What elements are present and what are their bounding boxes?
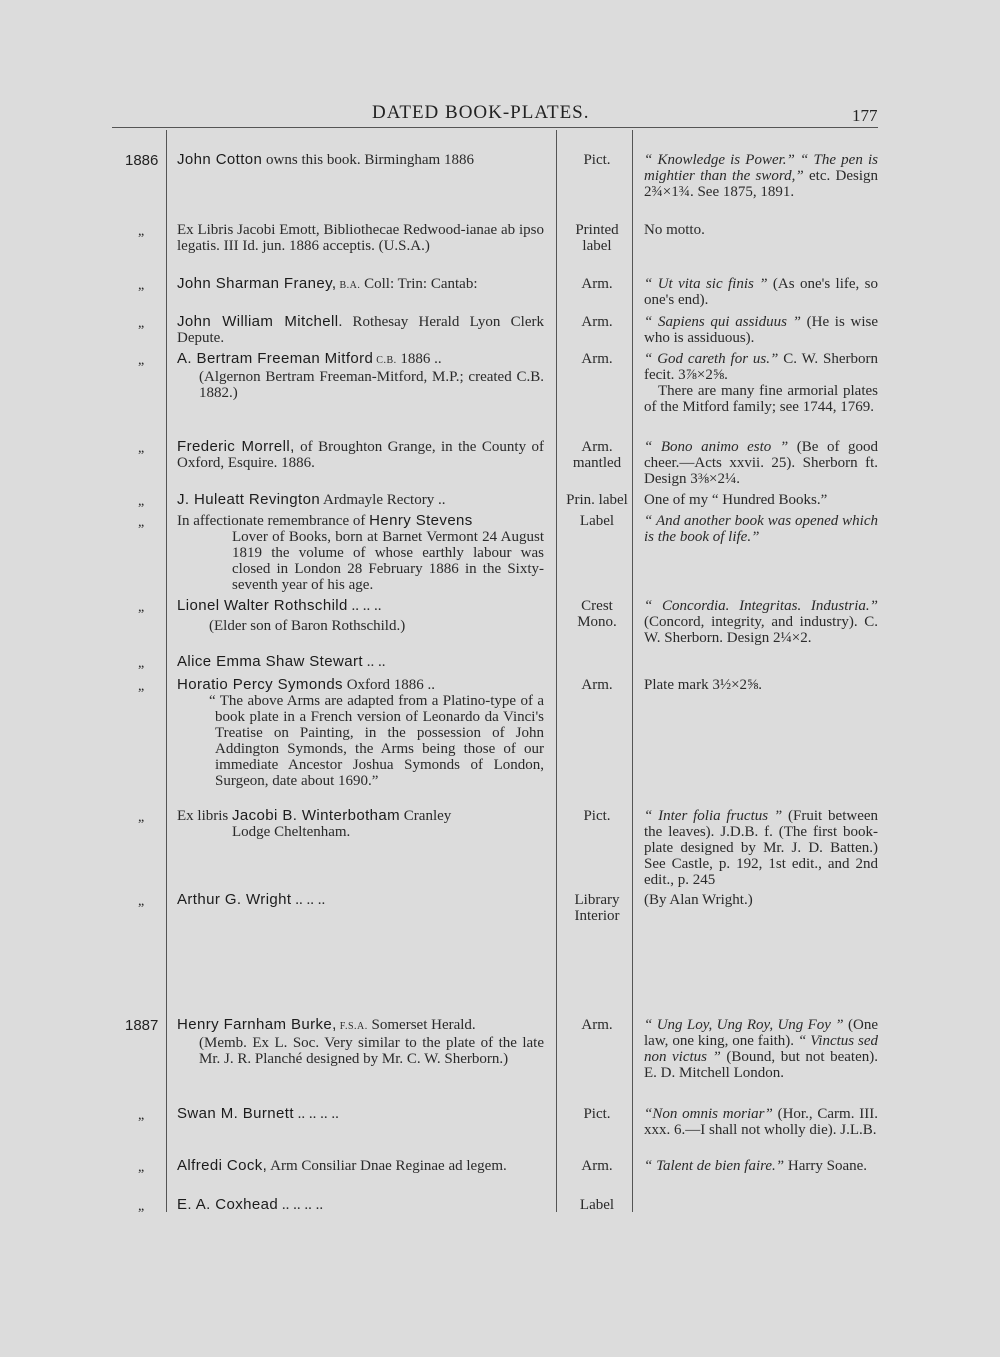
owner-detail: .. .. .. — [347, 598, 382, 614]
style-cell: Arm. — [581, 1158, 613, 1174]
owner-name: John Sharman Franey, — [177, 275, 337, 292]
owner-cell — [177, 276, 544, 294]
motto-note: One of my “ Hundred Books.” — [644, 492, 828, 508]
style-cell: Label — [579, 1197, 615, 1213]
motto-note: C. W. Sherborn fecit. 3⅞×2⅝. — [644, 351, 878, 383]
owner-continuation: (Memb. Ex L. Soc. Very similar to the plate of the late Mr. J. R. Planché designed by Mr. C. W. Sherborn.) — [199, 1035, 544, 1067]
style-cell: Arm. — [581, 351, 613, 367]
motto-cell — [644, 314, 878, 346]
owner-detail: Somerset Herald. — [367, 1017, 476, 1033]
motto-note: (Hor., Carm. III. xxx. 6.—I shall not wholly die). J.L.B. — [644, 1106, 878, 1138]
owner-name: Lionel Walter Rothschild — [177, 597, 348, 614]
motto-text-second: “ Vinctus sed non victus ” — [644, 1033, 879, 1065]
owner-name: Jacobi B. Winterbotham — [232, 807, 401, 824]
owner-name: John William Mitchell — [177, 313, 339, 330]
owner-cell — [177, 1158, 544, 1174]
motto-cell — [644, 492, 878, 508]
motto-note-second: (Bound, but not beaten). E. D. Mitchell London. — [644, 1049, 878, 1081]
style-cell: Crest Mono. — [577, 598, 617, 630]
owner-prefix: In affectionate remembrance of — [177, 513, 370, 529]
year-cell: „ — [138, 515, 145, 530]
motto-note: (He is wise who is assiduous). — [644, 314, 878, 346]
year-cell: „ — [138, 353, 145, 368]
running-header-title: DATED BOOK-PLATES. — [372, 102, 590, 123]
owner-continuation: (Elder son of Baron Rothschild.) — [209, 618, 406, 634]
owner-name: Henry Farnham Burke, — [177, 1016, 337, 1033]
motto-cell — [644, 677, 878, 693]
motto-cell — [644, 513, 878, 545]
year-cell: „ — [138, 1108, 145, 1123]
year-cell: „ — [138, 679, 145, 694]
owner-continuation: Lover of Books, born at Barnet Vermont 24 August 1819 the volume of whose earthly labour was closed in London 28 February 1886 in the Sixty-seventh year of his age. — [232, 529, 544, 593]
owner-cell — [177, 222, 544, 254]
motto-text: “ Knowledge is Power.” “ The pen is mightier than the sword,” — [644, 152, 878, 184]
motto-text: “ Ut vita sic finis ” — [644, 276, 768, 292]
motto-paragraph: There are many fine armorial plates of the Mitford family; see 1744, 1769. — [644, 383, 878, 415]
owner-name: Frederic Morrell, — [177, 438, 295, 455]
owner-name: Horatio Percy Symonds — [177, 676, 343, 693]
motto-text: “ And another book was opened which is the book of life.” — [644, 513, 878, 545]
owner-cell — [177, 1017, 544, 1067]
motto-text: “Non omnis moriar” — [644, 1106, 773, 1122]
owner-cell — [177, 439, 544, 471]
owner-name: Swan M. Burnett — [177, 1105, 294, 1122]
style-cell: Arm. — [581, 1017, 613, 1033]
owner-quote: “ The above Arms are adapted from a Platino-type of a book plate in a French version of Leonardo da Vinci's Treatise on Painting, in the possession of John Addington Symonds, the Arms being those of our immediate Ancestor Joshua Symonds of London, Surgeon, date about 1690.” — [209, 693, 544, 789]
motto-text: “ Talent de bien faire.” — [644, 1158, 785, 1174]
style-cell: Printed label — [575, 222, 619, 254]
owner-degree: C.B. — [373, 355, 397, 366]
owner-detail: of Broughton Grange, in the County of Oxford, Esquire. 1886. — [177, 439, 545, 471]
style-cell: Prin. label — [566, 492, 628, 508]
motto-text: “ God careth for us.” — [644, 351, 779, 367]
motto-note: etc. Design 2¾×1¾. See 1875, 1891. — [644, 168, 878, 200]
owner-detail: owns this book. Birmingham 1886 — [262, 152, 474, 168]
style-cell: Arm. — [581, 677, 613, 693]
year-cell: 1887 — [125, 1017, 159, 1034]
motto-note: (Fruit between the leaves). J.D.B. f. (The first book-plate designed by Mr. J. D. Batten.) See Castle, p. 192, 1st edit., and 2nd edit., p. 245 — [644, 808, 879, 888]
owner-cell — [177, 314, 544, 346]
year-cell: 1886 — [125, 152, 159, 169]
year-cell: „ — [138, 224, 145, 239]
style-cell: Pict. — [583, 808, 611, 824]
motto-cell — [644, 1158, 878, 1174]
year-cell: „ — [138, 1199, 145, 1214]
motto-cell — [644, 892, 878, 908]
owner-detail: Oxford 1886 .. — [342, 677, 436, 693]
owner-continuation: (Algernon Bertram Freeman-Mitford, M.P.; created C.B. 1882.) — [199, 369, 544, 401]
style-cell: Arm. — [581, 314, 613, 330]
style-cell: Pict. — [583, 1106, 611, 1122]
column-divider-style-right — [632, 130, 633, 1212]
owner-detail: .. .. — [362, 654, 386, 670]
owner-name: John Cotton — [177, 151, 263, 168]
header-rule — [112, 127, 878, 128]
year-cell: „ — [138, 494, 145, 509]
owner-cell — [177, 492, 544, 508]
year-cell: „ — [138, 656, 145, 671]
motto-cell — [644, 439, 878, 487]
owner-text: Ex Libris Jacobi Emott, Bibliothecae Redwood-ianae ab ipso legatis. III Id. jun. 1886 acceptis. (U.S.A.) — [177, 222, 544, 254]
owner-cell — [177, 598, 544, 634]
owner-name: Alfredi Cock, — [177, 1157, 268, 1174]
owner-cell — [177, 1197, 544, 1213]
motto-text: “ Ung Loy, Ung Roy, Ung Foy ” — [644, 1017, 844, 1033]
style-cell: Arm. — [581, 276, 613, 292]
owner-cell — [177, 351, 544, 401]
owner-detail: Cranley — [400, 808, 452, 824]
year-cell: „ — [138, 810, 145, 825]
page-number: 177 — [852, 106, 878, 125]
owner-name: A. Bertram Freeman Mitford — [177, 350, 374, 367]
owner-cell — [177, 152, 544, 168]
owner-cell — [177, 892, 544, 908]
owner-degree: F.S.A. — [336, 1021, 368, 1032]
owner-cell — [177, 677, 544, 789]
motto-cell — [644, 1017, 878, 1081]
motto-cell — [644, 276, 878, 308]
owner-prefix: Ex libris — [177, 808, 232, 824]
owner-cell — [177, 654, 544, 670]
column-divider-style-left — [556, 130, 557, 1212]
year-cell: „ — [138, 1160, 145, 1175]
owner-detail: 1886 .. — [396, 351, 442, 367]
year-cell: „ — [138, 278, 145, 293]
owner-name: Alice Emma Shaw Stewart — [177, 653, 363, 670]
motto-cell — [644, 222, 878, 238]
owner-detail: . Rothesay Herald Lyon Clerk Depute. — [177, 314, 544, 346]
owner-detail: .. .. .. .. — [293, 1106, 339, 1122]
owner-detail: Coll: Trin: Cantab: — [360, 276, 478, 292]
motto-note: (By Alan Wright.) — [644, 892, 753, 908]
motto-text: “ Bono animo esto ” — [644, 439, 789, 455]
motto-cell — [644, 808, 878, 888]
motto-cell — [644, 351, 878, 415]
owner-name: Henry Stevens — [369, 512, 473, 529]
style-cell: Arm. mantled — [572, 439, 622, 471]
owner-cell — [177, 513, 544, 593]
motto-note: No motto. — [644, 222, 705, 238]
style-cell: Label — [579, 513, 615, 529]
motto-note: (Be of good cheer.—Acts xxvii. 25). Sherborn ft. Design 3⅜×2¼. — [644, 439, 878, 487]
year-cell: „ — [138, 600, 145, 615]
owner-cell — [177, 808, 544, 840]
motto-cell — [644, 152, 878, 200]
motto-text: “ Sapiens qui assiduus ” — [644, 314, 801, 330]
motto-note: Harry Soane. — [784, 1158, 868, 1174]
owner-name: E. A. Coxhead — [177, 1196, 279, 1213]
motto-note: (As one's life, so one's end). — [644, 276, 878, 308]
owner-name: Arthur G. Wright — [177, 891, 292, 908]
owner-name: J. Huleatt Revington — [177, 491, 321, 508]
year-cell: „ — [138, 894, 145, 909]
motto-note: (Concord, integrity, and industry). C. W. Sherborn. Design 2¼×2. — [644, 614, 878, 646]
motto-cell — [644, 1106, 878, 1138]
owner-continuation: Lodge Cheltenham. — [232, 824, 351, 840]
motto-note: Plate mark 3½×2⅝. — [644, 677, 763, 693]
owner-detail: Arm Consiliar Dnae Reginae ad legem. — [267, 1158, 507, 1174]
owner-degree: B.A. — [336, 280, 361, 291]
owner-detail: .. .. .. .. — [278, 1197, 324, 1213]
year-cell: „ — [138, 441, 145, 456]
style-cell: Pict. — [583, 152, 611, 168]
owner-detail: .. .. .. — [291, 892, 326, 908]
motto-text: “ Concordia. Integritas. Industria.” — [644, 598, 878, 614]
owner-cell — [177, 1106, 544, 1122]
motto-text: “ Inter folia fructus ” — [644, 808, 783, 824]
motto-note: (One law, one king, one faith). — [644, 1017, 878, 1049]
owner-detail: Ardmayle Rectory .. — [320, 492, 446, 508]
style-cell: Library Interior — [574, 892, 620, 924]
motto-cell — [644, 598, 878, 646]
year-cell: „ — [138, 316, 145, 331]
